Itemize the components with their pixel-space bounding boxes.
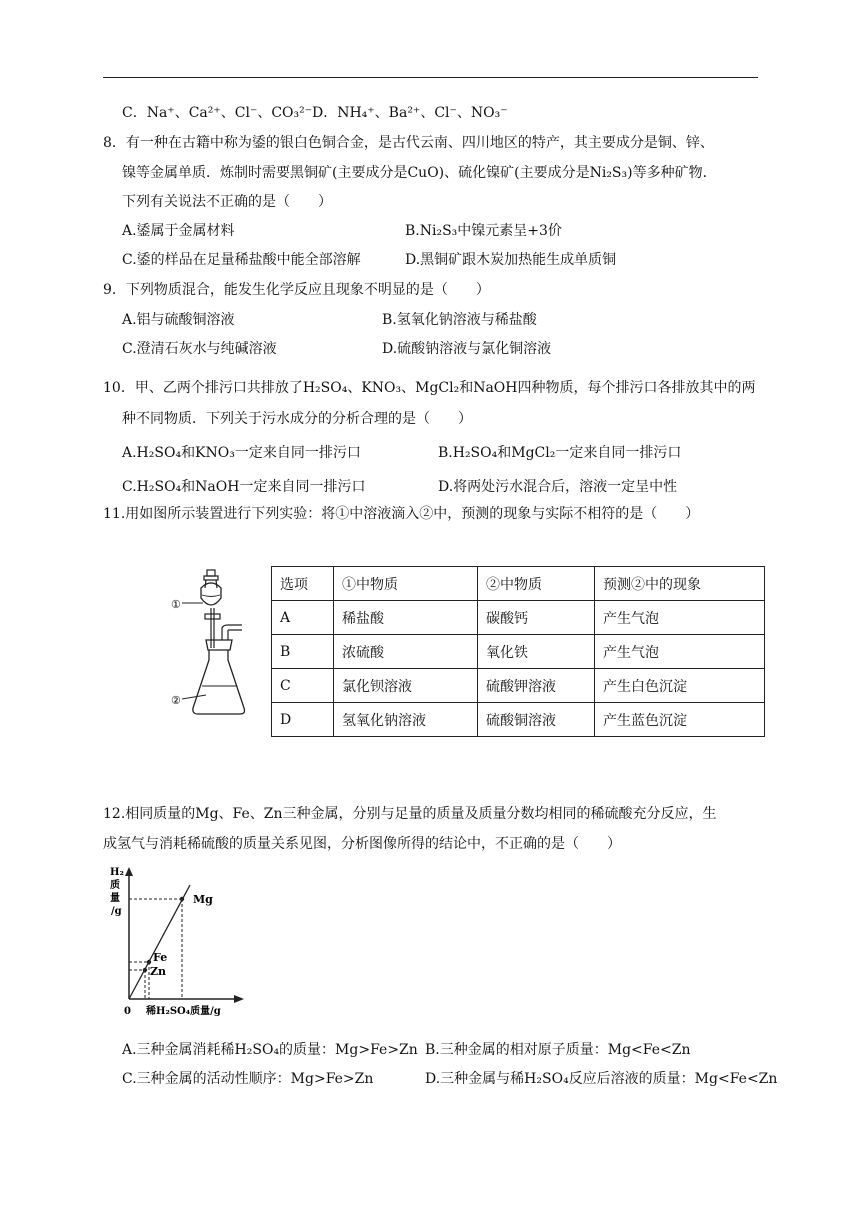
table-row xyxy=(272,669,765,703)
label-2: ② xyxy=(171,694,181,707)
q12-stem-line2: 成氢气与消耗稀硫酸的质量关系见图，分析图像所得的结论中，不正确的是（ ） xyxy=(103,836,621,852)
table-cell: 浓硫酸 xyxy=(334,635,478,669)
graph-ylabel: H₂ xyxy=(110,867,124,878)
table-cell: D xyxy=(272,703,334,737)
table-cell: 产生白色沉淀 xyxy=(595,669,765,703)
table-row xyxy=(272,703,765,737)
table-header: 选项 xyxy=(272,567,334,601)
q9-option-a: A.铝与硫酸铜溶液 xyxy=(122,312,235,328)
table-row xyxy=(272,601,765,635)
q8-option-d: D.黑铜矿跟木炭加热能生成单质铜 xyxy=(405,252,617,268)
table-cell: C xyxy=(272,669,334,703)
q12-option-d: D.三种金属与稀H₂SO₄反应后溶液的质量：Mg<Fe<Zn xyxy=(425,1071,778,1087)
q8-option-b: B.Ni₂S₃中镍元素呈+3价 xyxy=(405,223,562,239)
table-row xyxy=(272,635,765,669)
q10-option-b: B.H₂SO₄和MgCl₂一定来自同一排污口 xyxy=(438,445,682,461)
q8-stem-line3: 下列有关说法不正确的是（ ） xyxy=(122,194,332,210)
table-cell: 产生气泡 xyxy=(595,635,765,669)
table-cell: 碳酸钙 xyxy=(478,601,595,635)
table-cell: 稀盐酸 xyxy=(334,601,478,635)
q11-stem: 11.用如图所示装置进行下列实验：将①中溶液滴入②中，预测的现象与实际不相符的是（ ） xyxy=(103,506,700,522)
q8-option-a: A.鋈属于金属材料 xyxy=(122,223,235,239)
graph-label-zn: Zn xyxy=(150,965,167,978)
q12-option-c: C.三种金属的活动性顺序：Mg>Fe>Zn xyxy=(122,1071,374,1087)
graph-ylabel: 质 xyxy=(110,880,120,891)
q9-option-b: B.氢氧化钠溶液与稀盐酸 xyxy=(382,312,537,328)
table-header-row xyxy=(272,567,765,601)
q12-option-b: B.三种金属的相对原子质量：Mg<Fe<Zn xyxy=(425,1042,691,1058)
table-header: 预测②中的现象 xyxy=(595,567,765,601)
table-cell: 产生气泡 xyxy=(595,601,765,635)
table-header: ②中物质 xyxy=(478,567,595,601)
q10-option-d: D.将两处污水混合后，溶液一定呈中性 xyxy=(438,479,678,495)
q8-stem-line1: 8．有一种在古籍中称为鋈的银白色铜合金，是古代云南、四川地区的特产，其主要成分是铜、锌、 xyxy=(103,135,714,151)
graph-ylabel: 量 xyxy=(110,893,120,904)
label-1: ① xyxy=(171,598,181,611)
q9-stem: 9．下列物质混合，能发生化学反应且现象不明显的是（ ） xyxy=(103,282,490,298)
table-cell: 氧化铁 xyxy=(478,635,595,669)
table-cell: 氯化钡溶液 xyxy=(334,669,478,703)
q8-stem-line2: 镍等金属单质．炼制时需要黑铜矿(主要成分是CuO)、硫化镍矿(主要成分是Ni₂S₃)等多种矿物． xyxy=(122,165,717,181)
q8-option-c: C.鋈的样品在足量稀盐酸中能全部溶解 xyxy=(122,252,361,268)
q7-option-c: C．Na⁺、Ca²⁺、Cl⁻、CO₃²⁻ xyxy=(122,105,313,121)
table-header: ①中物质 xyxy=(334,567,478,601)
header-rule xyxy=(103,77,758,78)
table-cell: 氢氧化钠溶液 xyxy=(334,703,478,737)
q11-table xyxy=(271,566,765,737)
graph-ylabel: /g xyxy=(111,906,122,917)
table-cell: B xyxy=(272,635,334,669)
table-cell: 硫酸铜溶液 xyxy=(478,703,595,737)
q10-option-c: C.H₂SO₄和NaOH一定来自同一排污口 xyxy=(122,479,366,495)
q7-option-d: D．NH₄⁺、Ba²⁺、Cl⁻、NO₃⁻ xyxy=(312,105,508,121)
graph-label-mg: Mg xyxy=(193,893,213,906)
q10-stem-line1: 10．甲、乙两个排污口共排放了H₂SO₄、KNO₃、MgCl₂和NaOH四种物质，每个排污口各排放其中的两 xyxy=(103,380,756,396)
q12-option-a: A.三种金属消耗稀H₂SO₄的质量：Mg>Fe>Zn xyxy=(122,1042,418,1058)
table-cell: 产生蓝色沉淀 xyxy=(595,703,765,737)
q12-stem-line1: 12.相同质量的Mg、Fe、Zn三种金属，分别与足量的质量及质量分数均相同的稀硫酸充分反应，生 xyxy=(103,806,717,822)
table-cell: A xyxy=(272,601,334,635)
graph-label-fe: Fe xyxy=(153,951,168,964)
q10-option-a: A.H₂SO₄和KNO₃一定来自同一排污口 xyxy=(122,445,361,461)
q9-option-d: D.硫酸钠溶液与氯化铜溶液 xyxy=(382,341,552,357)
graph-xlabel: 稀H₂SO₄质量/g xyxy=(146,1006,221,1017)
q12-graph xyxy=(108,864,253,1024)
graph-origin: 0 xyxy=(124,1006,131,1017)
apparatus-figure xyxy=(168,568,258,718)
table-cell: 硫酸钾溶液 xyxy=(478,669,595,703)
q9-option-c: C.澄清石灰水与纯碱溶液 xyxy=(122,341,277,357)
q10-stem-line2: 种不同物质．下列关于污水成分的分析合理的是（ ） xyxy=(122,411,472,427)
